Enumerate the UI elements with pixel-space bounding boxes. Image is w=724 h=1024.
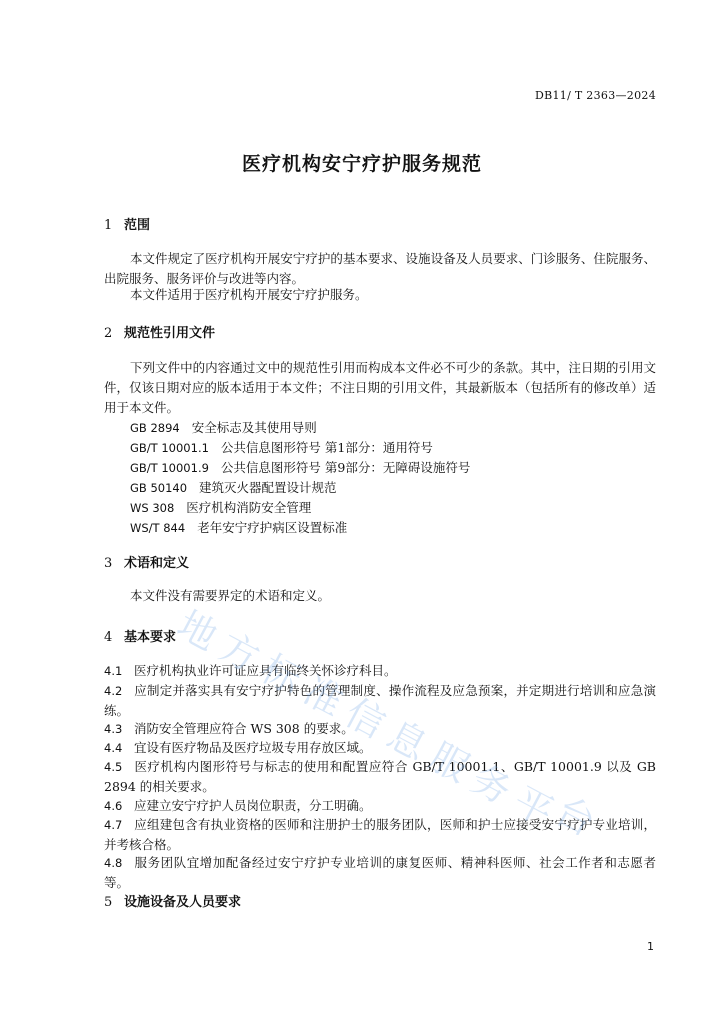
clause-item [104,661,656,681]
section-heading-terms [104,552,189,571]
section-title: 规范性引用文件 [124,326,216,341]
normative-intro: 下列文件中的内容通过文中的规范性引用而构成本文件必不可少的条款。其中，注日期的引用文件，仅该日期对应的版本适用于本文件；不注日期的引用文件，其最新版本（包括所有的修改单）适用于本文件。 [104,360,656,415]
reference-name: 公共信息图形符号 第9部分：无障碍设施符号 [220,460,471,475]
clause-text: 消防安全管理应符合 WS 308 的要求。 [134,721,354,736]
scope-paragraph-2: 本文件适用于医疗机构开展安宁疗护服务。 [130,287,368,302]
page-number: 1 [647,940,654,953]
clause-text: 医疗机构执业许可证应具有临终关怀诊疗科目。 [134,663,397,678]
reference-item [130,518,347,538]
document-title: 医疗机构安宁疗护服务规范 [241,153,482,175]
clause-number: 4.2 [104,684,123,698]
clause-number: 4.3 [104,722,123,736]
reference-name: 安全标志及其使用导则 [191,420,317,435]
clause-text: 应制定并落实具有安宁疗护特色的管理制度、操作流程及应急预案，并定期进行培训和应急演练。 [104,683,656,718]
clause-text: 应组建包含有执业资格的医师和注册护士的服务团队，医师和护士应接受安宁疗护专业培训，并考核合格。 [104,817,656,852]
section-title: 基本要求 [124,630,177,645]
reference-name: 医疗机构消防安全管理 [186,500,312,515]
clause-number: 4.5 [104,760,123,774]
watermark-char: 息 [380,712,435,769]
reference-code: WS/T 844 [130,521,186,535]
watermark-char: 方 [212,624,267,681]
clause-text: 医疗机构内图形符号与标志的使用和配置应符合 GB/T 10001.1、GB/T 10001.9 以及 GB 2894 的相关要求。 [104,759,656,794]
reference-code: GB/T 10001.1 [130,441,209,455]
watermark-char: 台 [548,788,603,845]
clause-item [104,719,656,739]
section-title: 范围 [124,218,151,233]
reference-name: 老年安宁疗护病区设置标准 [197,520,348,535]
standard-code: DB11/ T 2363—2024 [534,89,656,102]
section-title: 设施设备及人员要求 [124,895,242,910]
clause-text: 应建立安宁疗护人员岗位职责，分工明确。 [134,798,372,813]
section-heading-basic [104,626,176,645]
terms-paragraph: 本文件没有需要界定的术语和定义。 [130,588,331,603]
section-heading-scope [104,214,150,233]
section-number: 3 [104,556,113,571]
section-number: 1 [104,218,113,233]
clause-item [104,681,656,721]
watermark-char: 务 [464,756,519,813]
clause-text: 宜设有医疗物品及医疗垃圾专用存放区域。 [134,740,372,755]
section-heading-facilities [104,891,241,910]
section-number: 2 [104,326,113,341]
clause-item [104,796,656,816]
reference-item [130,418,317,438]
watermark-char: 平 [506,778,561,835]
reference-code: WS 308 [130,501,175,515]
reference-item [130,478,337,498]
watermark-char: 标 [254,646,309,703]
clause-item [104,815,656,855]
clause-number: 4.8 [104,856,123,870]
clause-item [104,738,656,758]
clause-text: 服务团队宜增加配备经过安宁疗护专业培训的康复医师、精神科医师、社会工作者和志愿者等。 [104,855,656,890]
section-heading-normative [104,322,215,341]
reference-item [130,498,311,518]
reference-code: GB 2894 [130,421,180,435]
reference-code: GB 50140 [130,481,188,495]
clause-item [104,757,656,797]
scope-paragraph-1: 本文件规定了医疗机构开展安宁疗护的基本要求、设施设备及人员要求、门诊服务、住院服务、出院服务、服务评价与改进等内容。 [104,251,656,286]
clause-number: 4.6 [104,799,123,813]
reference-name: 公共信息图形符号 第1部分：通用符号 [220,440,433,455]
watermark-char: 准 [296,668,351,725]
watermark-char: 信 [338,690,393,747]
watermark-char: 地 [170,602,225,659]
clause-number: 4.7 [104,818,123,832]
reference-name: 建筑灭火器配置设计规范 [199,480,337,495]
clause-number: 4.4 [104,741,123,755]
reference-item [130,438,433,458]
watermark-char: 服 [422,734,477,791]
reference-item [130,458,470,478]
clause-number: 4.1 [104,664,123,678]
reference-code: GB/T 10001.9 [130,461,209,475]
section-number: 5 [104,895,113,910]
section-number: 4 [104,630,113,645]
section-title: 术语和定义 [124,556,190,571]
clause-item [104,853,656,893]
